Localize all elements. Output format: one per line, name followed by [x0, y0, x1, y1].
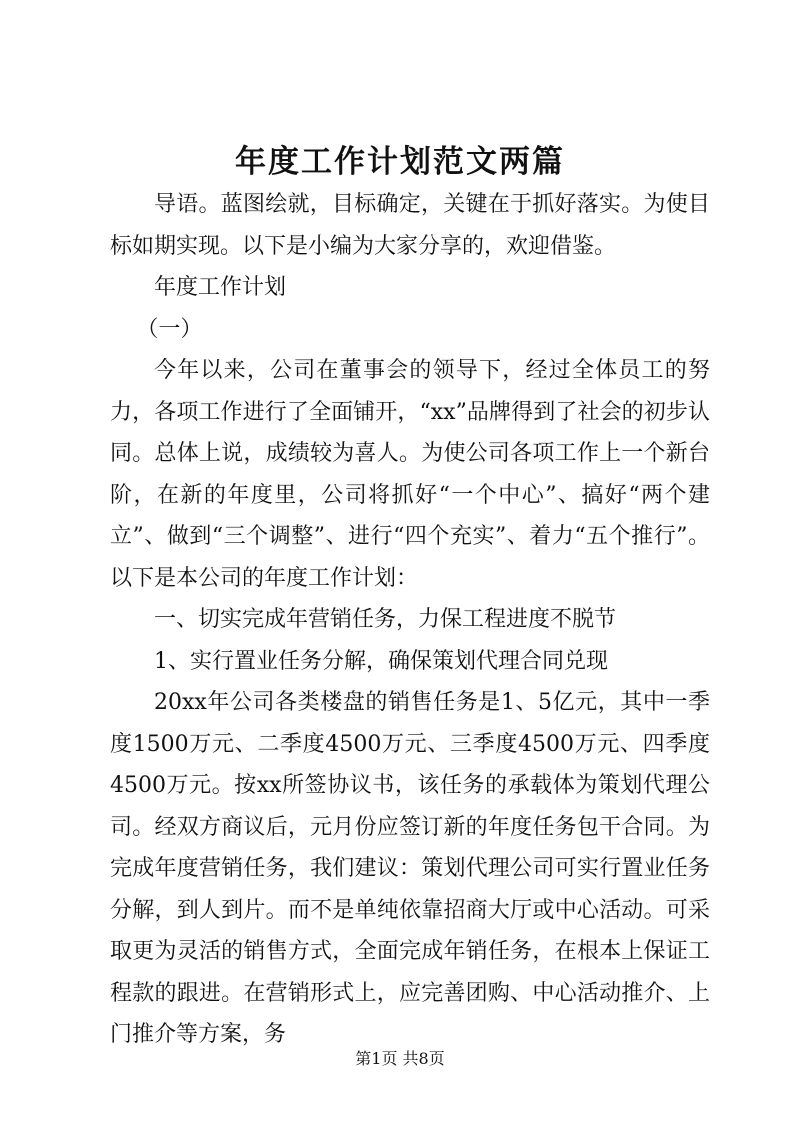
intro-paragraph: 导语。蓝图绘就，目标确定，关键在于抓好落实。为使目标如期实现。以下是小编为大家分享的，欢迎借鉴。	[110, 192, 710, 259]
body-paragraph: 20xx年公司各类楼盘的销售任务是1、5亿元，其中一季度1500万元、二季度4500万元、三季度4500万元、四季度4500万元。按xx所签协议书，该任务的承载体为策划代理公司。经双方商议后，元月份应签订新的年度任务包干合同。为完成年度营销任务，我们建议：策划代理公司可实行置业任务分解，到人到片。而不是单纯依靠招商大厅或中心活动。可采取更为灵活的销售方式，全面完成年销任务，在根本上保证工程款的跟进。在营销形式上，应完善团购、中心活动推介、上门推介等方案，务	[110, 690, 710, 1047]
heading-1: 一、切实完成年营销任务，力保工程进度不脱节	[154, 607, 617, 632]
section-heading: 年度工作计划	[154, 275, 287, 300]
document-title: 年度工作计划范文两篇	[235, 144, 565, 180]
subsection-number: （一）	[136, 316, 203, 342]
page-footer: 第1页 共8页	[355, 1049, 445, 1068]
body-paragraph: 今年以来，公司在董事会的领导下，经过全体员工的努力，各项工作进行了全面铺开，“xx”品牌得到了社会的初步认同。总体上说，成绩较为喜人。为使公司各项工作上一个新台阶，在新的年度里，公司将抓好“一个中心”、搞好“两个建立”、做到“三个调整”、进行“四个充实”、着力“五个推行”。以下是本公司的年度工作计划：	[110, 358, 710, 591]
document-body	[110, 184, 710, 1056]
heading-1-1: 1、实行置业任务分解，确保策划代理合同兑现	[154, 648, 608, 674]
